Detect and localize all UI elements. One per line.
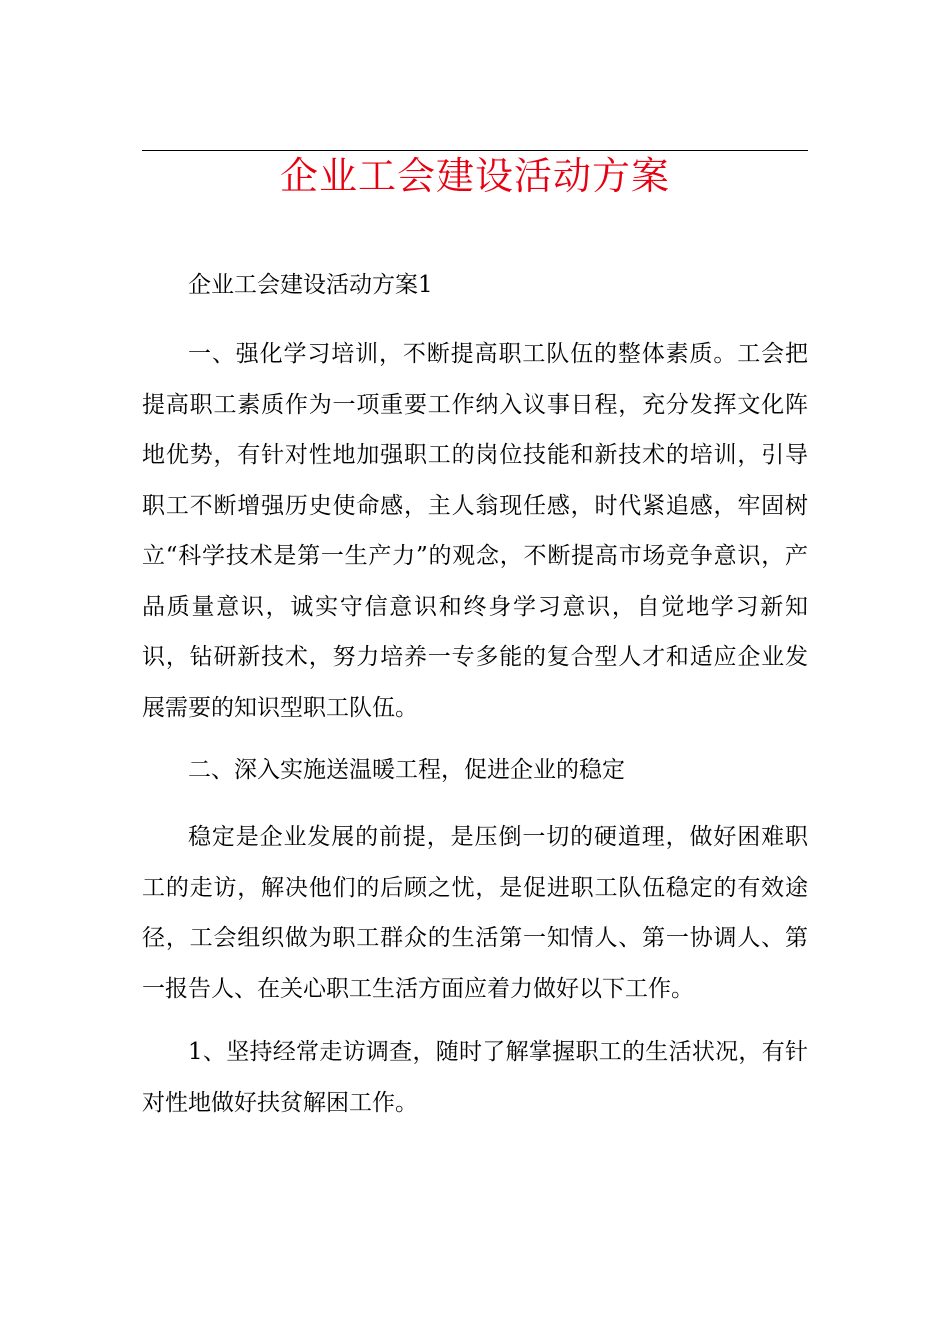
section-heading: 企业工会建设活动方案1 xyxy=(188,272,433,298)
paragraph-heading-warmth: 二、深入实施送温暖工程，促进企业的稳定 xyxy=(188,757,625,783)
document-title: 企业工会建设活动方案 xyxy=(279,154,670,198)
paragraph-learning-training: 一、强化学习培训，不断提高职工队伍的整体素质。工会把提高职工素质作为一项重要工作纳入议事日程，充分发挥文化阵地优势，有针对性地加强职工的岗位技能和新技术的培训，引导职工不断增强历史使命感，主人翁现任感，时代紧追感，牢固树立“科学技术是第一生产力”的观念，不断提高市场竞争意识，产品质量意识，诚实守信意识和终身学习意识，自觉地学习新知识，钻研新技术，努力培养一专多能的复合型人才和适应企业发展需要的知识型职工队伍。 xyxy=(142,341,808,721)
paragraph-visit-survey: 1、坚持经常走访调查，随时了解掌握职工的生活状况，有针对性地做好扶贫解困工作。 xyxy=(142,1039,808,1116)
paragraph-stability: 稳定是企业发展的前提，是压倒一切的硬道理，做好困难职工的走访，解决他们的后顾之忧，是促进职工队伍稳定的有效途径，工会组织做为职工群众的生活第一知情人、第一协调人、第一报告人、在关心职工生活方面应着力做好以下工作。 xyxy=(142,824,808,1002)
header-rule xyxy=(142,150,808,151)
